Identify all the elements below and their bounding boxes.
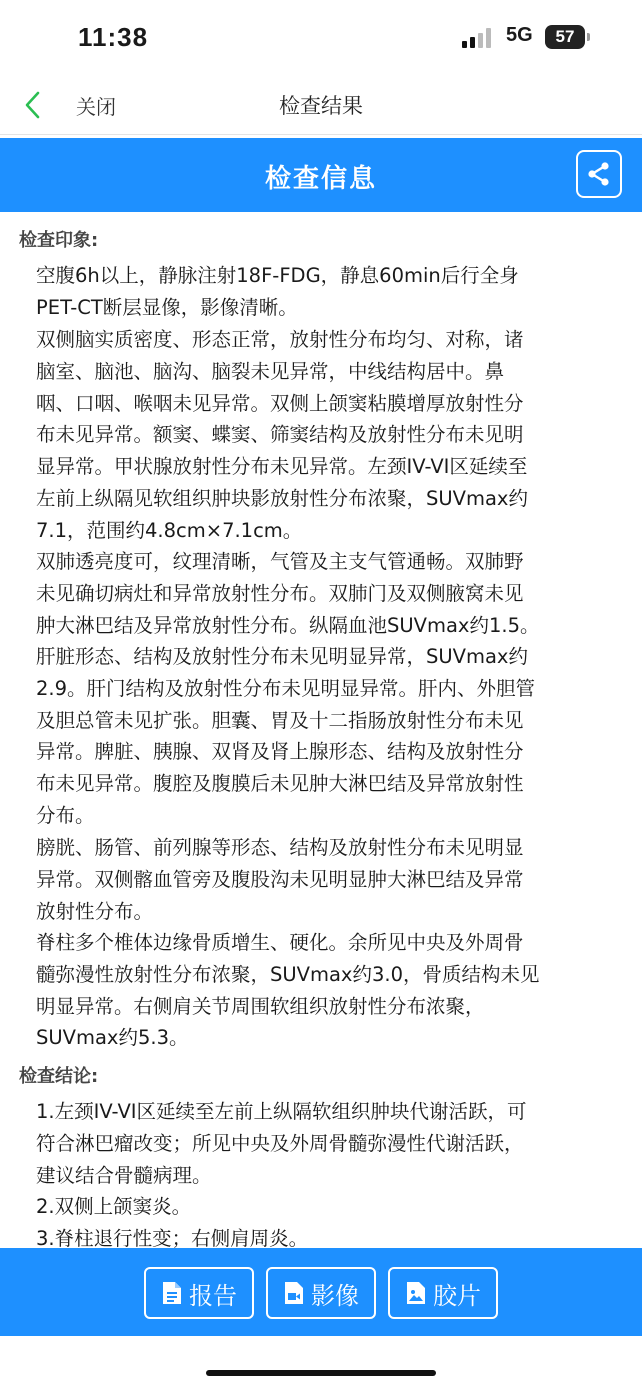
status-time: 11:38	[78, 22, 149, 52]
report-label: 报告	[189, 1281, 237, 1310]
share-icon	[586, 161, 612, 187]
conclusion-label: 检查结论:	[19, 1066, 99, 1087]
picture-icon	[405, 1281, 427, 1305]
impression-paragraph: 空腹6h以上，静脉注射18F-FDG，静息60min后行全身 PET-CT断层显像，影像清晰。	[36, 264, 519, 319]
home-indicator[interactable]	[206, 1370, 436, 1376]
impression-label: 检查印象:	[19, 230, 99, 251]
page-title: 检查结果	[279, 94, 363, 118]
nav-bar	[0, 76, 642, 135]
conclusion-paragraph: 1.左颈IV-VI区延续至左前上纵隔软组织肿块代谢活跃，可 符合淋巴瘤改变；所见中央及外周骨髓弥漫性代谢活跃， 建议结合骨髓病理。	[36, 1100, 527, 1187]
battery-icon: 57	[545, 25, 585, 49]
conclusion-paragraph: 3.脊柱退行性变；右侧肩周炎。	[36, 1227, 309, 1248]
conclusion-paragraph: 2.双侧上颌窦炎。	[36, 1195, 192, 1218]
network-type: 5G	[506, 24, 533, 46]
document-icon	[161, 1281, 183, 1305]
header-title: 检查信息	[264, 164, 377, 194]
impression-paragraph: 双侧脑实质密度、形态正常，放射性分布均匀、对称，诸 脑室、脑池、脑沟、脑裂未见异常，中线结构居中。鼻 咽、口咽、喉咽未见异常。双侧上颌窦粘膜增厚放射性分 布未见异常。额窦、蝶窦、筛窦结构及放射性分布未见明 显异常。甲状腺放射性分布未见异常。左颈IV-VI区延续至 左前上纵隔见软组织肿块影放射性分布浓聚，SUVmax约 7.1，范围约4.8cm×7.1cm。	[36, 328, 528, 542]
share-button[interactable]	[576, 150, 622, 198]
report-button[interactable]	[144, 1267, 254, 1319]
report-content[interactable]	[0, 212, 642, 1248]
video-icon	[283, 1281, 305, 1305]
section-header	[0, 138, 642, 212]
bottom-toolbar	[0, 1248, 642, 1336]
impression-paragraph: 脊柱多个椎体边缘骨质增生、硬化。余所见中央及外周骨 髓弥漫性放射性分布浓聚，SUVmax约3.0，骨质结构未见 明显异常。右侧肩关节周围软组织放射性分布浓聚， SUVmax约5.3。	[36, 931, 540, 1050]
status-bar	[0, 0, 642, 76]
impression-paragraph: 双肺透亮度可，纹理清晰，气管及主支气管通畅。双肺野 未见确切病灶和异常放射性分布。双肺门及双侧腋窝未见 肿大淋巴结及异常放射性分布。纵隔血池SUVmax约1.5。	[36, 550, 540, 637]
impression-paragraph: 膀胱、肠管、前列腺等形态、结构及放射性分布未见明显 异常。双侧髂血管旁及腹股沟未见明显肿大淋巴结及异常 放射性分布。	[36, 836, 524, 923]
film-label: 胶片	[433, 1281, 481, 1310]
image-button[interactable]	[266, 1267, 376, 1319]
image-label: 影像	[311, 1281, 359, 1310]
close-button[interactable]: 关闭	[76, 95, 116, 119]
film-button[interactable]	[388, 1267, 498, 1319]
battery-tip	[587, 33, 590, 41]
impression-paragraph: 肝脏形态、结构及放射性分布未见明显异常，SUVmax约 2.9。肝门结构及放射性分布未见明显异常。肝内、外胆管 及胆总管未见扩张。胆囊、胃及十二指肠放射性分布未见 异常。脾脏、胰腺、双肾及肾上腺形态、结构及放射性分 布未见异常。腹腔及腹膜后未见肿大淋巴结及异常放射性 分布。	[36, 645, 536, 827]
signal-icon	[462, 28, 496, 48]
